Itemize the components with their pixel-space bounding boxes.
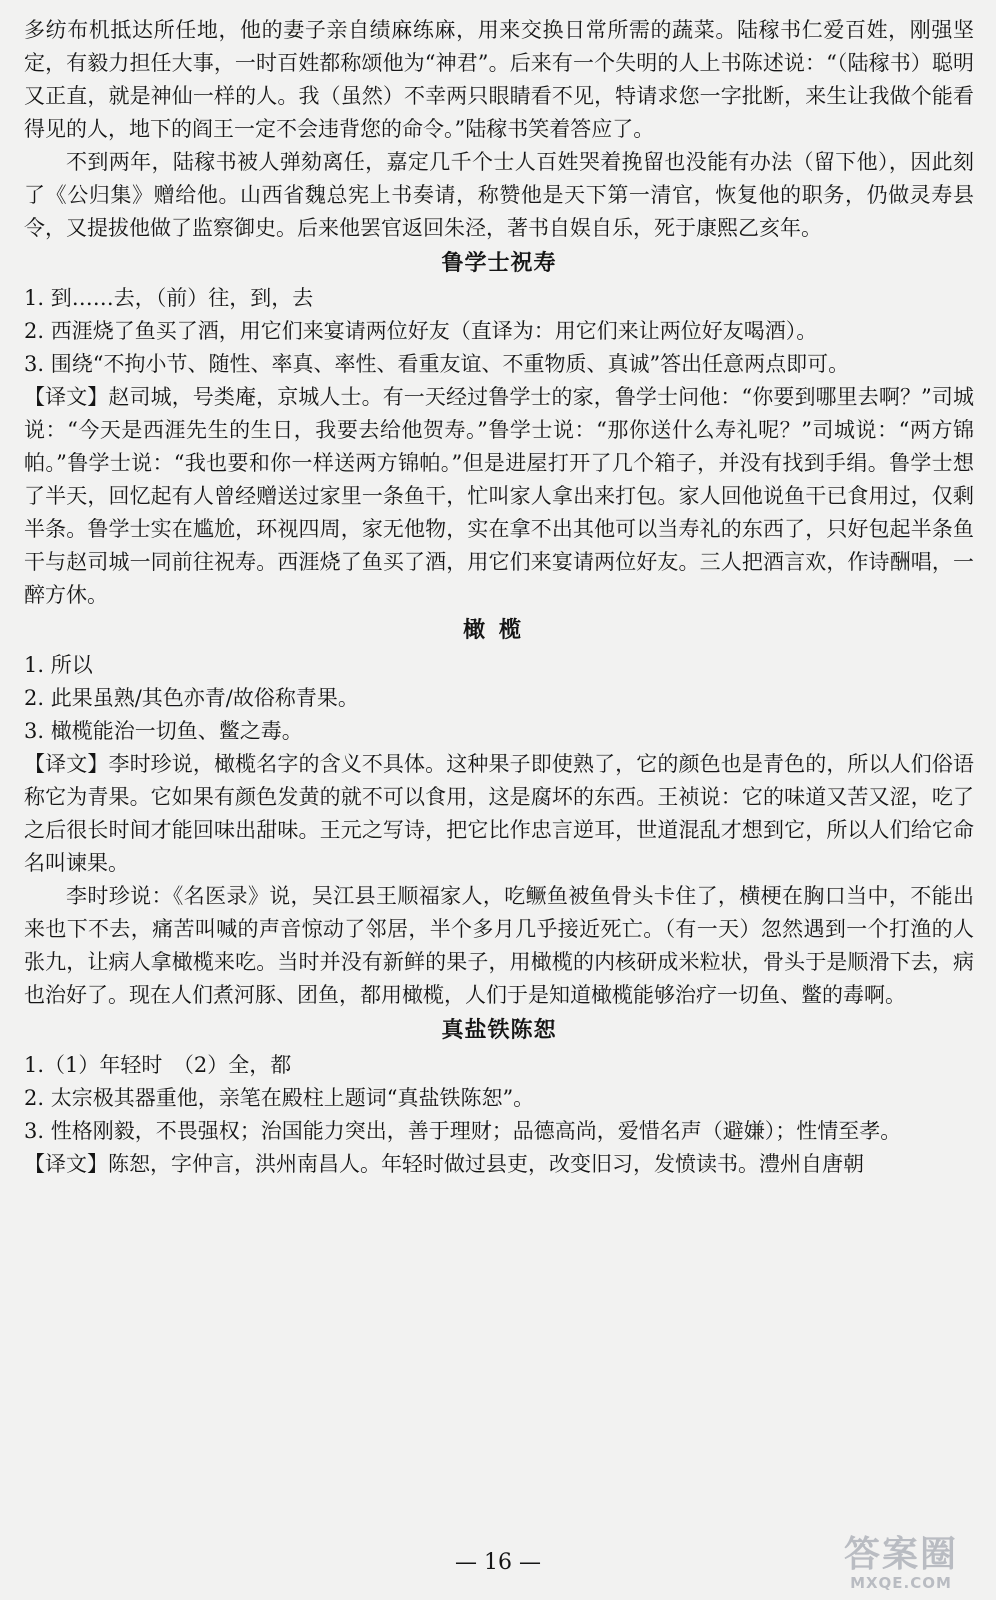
section-title-ganlan: 橄榄	[462, 618, 535, 643]
intro-paragraph-1: 多纺布机抵达所任地，他的妻子亲自绩麻练麻，用来交换日常所需的蔬菜。陆稼书仁爱百姓，刚强坚定，有毅力担任大事，一时百姓都称颂他为“神君”。后来有一个失明的人上书陈述说：“（陆稼书）聪明又正直，就是神仙一样的人。我（虽然）不幸两只眼睛看不见，特请求您一字批断，来生让我做个能看得见的人，地下的阎王一定不会违背您的命令。”陆稼书笑着答应了。	[24, 18, 974, 141]
lu-answer-2: 2. 西涯烧了鱼买了酒，用它们来宴请两位好友（直译为：用它们来让两位好友喝酒）。	[24, 319, 818, 343]
intro-paragraph-2: 不到两年，陆稼书被人弹劾离任，嘉定几千个士人百姓哭着挽留也没能有办法（留下他），因此刻了《公归集》赠给他。山西省魏总宪上书奏请，称赞他是天下第一清官，恢复他的职务，仍做灵寿县令，又提拔他做了监察御史。后来他罢官返回朱泾，著书自娱自乐，死于康熙乙亥年。	[24, 150, 974, 240]
watermark-url: MXQE.COM	[850, 1574, 952, 1592]
watermark-logo	[816, 1536, 986, 1596]
section-title-lu: 鲁学士祝寿	[441, 251, 557, 276]
lu-answer-1: 1. 到……去，（前）往，到，去	[24, 286, 314, 310]
lu-answer-3: 3. 围绕“不拘小节、随性、率真、率性、看重友谊、不重物质、真诚”答出任意两点即可。	[24, 352, 850, 376]
section-title-chen: 真盐铁陈恕	[441, 1018, 557, 1043]
chen-translation: 【译文】陈恕，字仲言，洪州南昌人。年轻时做过县吏，改变旧习，发愤读书。澧州自唐朝	[24, 1152, 864, 1176]
ganlan-translation: 【译文】李时珍说，橄榄名字的含义不具体。这种果子即使熟了，它的颜色也是青色的，所以人们俗语称它为青果。它如果有颜色发黄的就不可以食用，这是腐坏的东西。王祯说：它的味道又苦又涩，吃了之后很长时间才能回味出甜味。王元之写诗，把它比作忠言逆耳，世道混乱才想到它，所以人们给它命名叫谏果。	[24, 752, 974, 875]
lu-translation: 【译文】赵司城，号类庵，京城人士。有一天经过鲁学士的家，鲁学士问他：“你要到哪里去啊？”司城说：“今天是西涯先生的生日，我要去给他贺寿。”鲁学士说：“那你送什么寿礼呢？”司城说：“两方锦帕。”鲁学士说：“我也要和你一样送两方锦帕。”但是进屋打开了几个箱子，并没有找到手绢。鲁学士想了半天，回忆起有人曾经赠送过家里一条鱼干，忙叫家人拿出来打包。家人回他说鱼干已食用过，仅剩半条。鲁学士实在尴尬，环视四周，家无他物，实在拿不出其他可以当寿礼的东西了，只好包起半条鱼干与赵司城一同前往祝寿。西涯烧了鱼买了酒，用它们来宴请两位好友。三人把酒言欢，作诗酬唱，一醉方休。	[24, 385, 974, 607]
chen-answer-3: 3. 性格刚毅，不畏强权；治国能力突出，善于理财；品德高尚，爱惜名声（避嫌）；性情至孝。	[24, 1119, 902, 1143]
chen-answer-1: 1.（1）年轻时 （2）全，都	[24, 1053, 292, 1077]
ganlan-answer-1: 1. 所以	[24, 653, 93, 677]
watermark-text: 答案圈	[843, 1534, 958, 1575]
ganlan-answer-3: 3. 橄榄能治一切鱼、鳖之毒。	[24, 719, 303, 743]
chen-answer-2: 2. 太宗极其器重他，亲笔在殿柱上题词“真盐铁陈恕”。	[24, 1086, 535, 1110]
page-number: — 16 —	[455, 1550, 541, 1575]
ganlan-answer-2: 2. 此果虽熟/其色亦青/故俗称青果。	[24, 686, 359, 710]
ganlan-paragraph-2: 李时珍说：《名医录》说，吴江县王顺福家人，吃鳜鱼被鱼骨头卡住了，横梗在胸口当中，不能出来也下不去，痛苦叫喊的声音惊动了邻居，半个多月几乎接近死亡。（有一天）忽然遇到一个打渔的人张九，让病人拿橄榄来吃。当时并没有新鲜的果子，用橄榄的内核研成米粒状，骨头于是顺滑下去，病也治好了。现在人们煮河豚、团鱼，都用橄榄，人们于是知道橄榄能够治疗一切鱼、鳖的毒啊。	[24, 884, 974, 1007]
